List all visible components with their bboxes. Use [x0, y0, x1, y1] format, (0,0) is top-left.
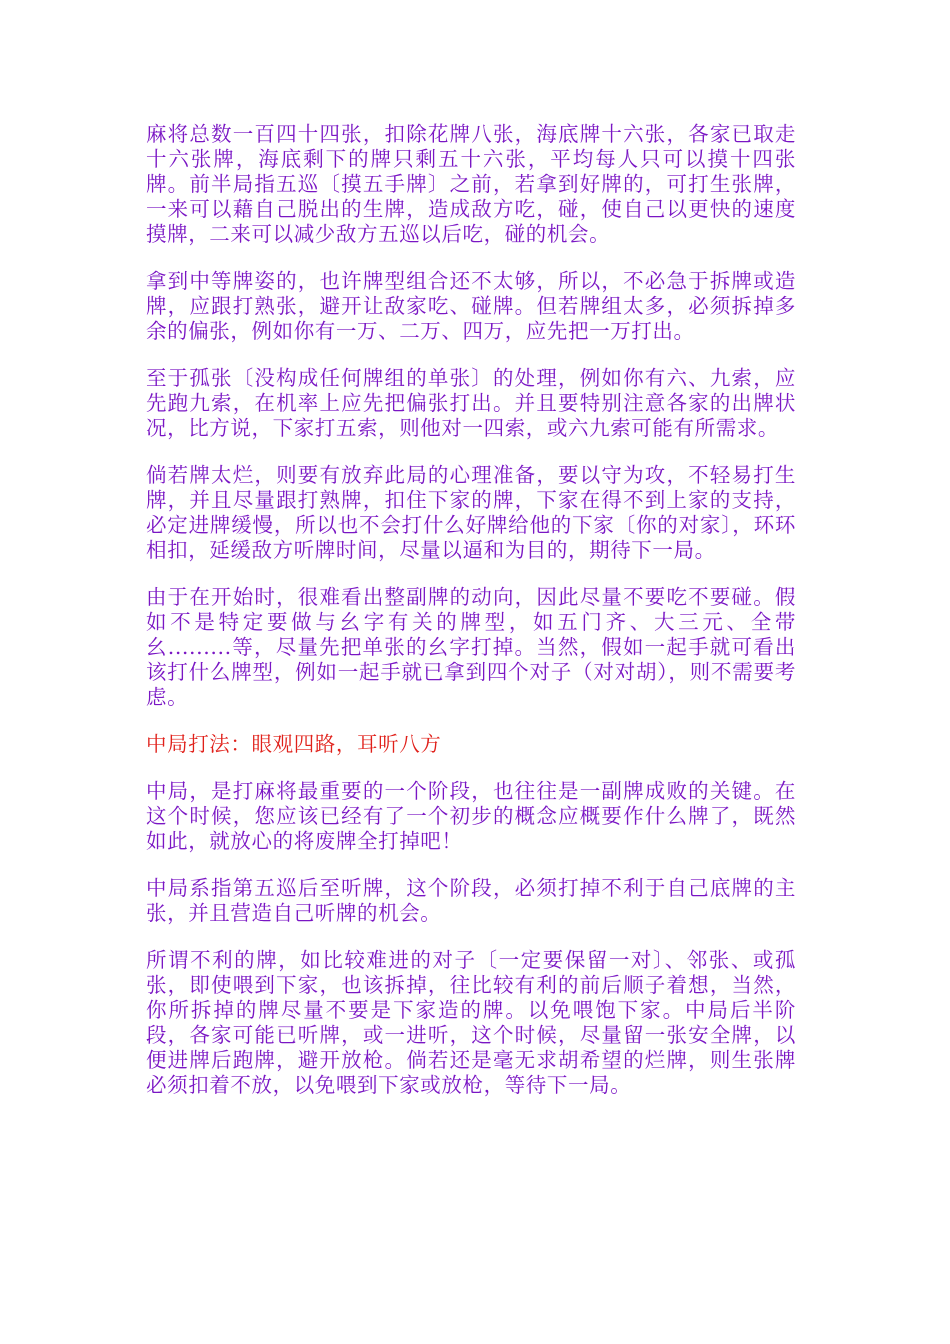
section-heading: 中局打法：眼观四路，耳听八方: [146, 732, 442, 756]
paragraph-midgame-intro: 中局，是打麻将最重要的一个阶段，也往往是一副牌成败的关键。在这个时候，您应该已经有了一个初步的概念应概要作什么牌了，既然如此，就放心的将废牌全打掉吧！: [146, 779, 796, 853]
paragraph-midgame-definition: 中局系指第五巡后至听牌，这个阶段，必须打掉不利于自己底牌的主张，并且营造自己听牌的机会。: [146, 876, 796, 925]
paragraph-unfavorable-tiles: 所谓不利的牌，如比较难进的对子〔一定要保留一对〕、邻张、或孤张，即使喂到下家，也该拆掉，往比较有利的前后顺子着想，当然，你所拆掉的牌尽量不要是下家造的牌。以免喂饱下家。中局后半阶段，各家可能已听牌，或一进听，这个时候，尽量留一张安全牌，以便进牌后跑牌，避开放枪。倘若还是毫无求胡希望的烂牌，则生张牌必须扣着不放，以免喂到下家或放枪，等待下一局。: [146, 948, 796, 1097]
paragraph-tile-count: 麻将总数一百四十四张，扣除花牌八张，海底牌十六张，各家已取走十六张牌，海底剩下的牌只剩五十六张，平均每人只可以摸十四张牌。前半局指五巡〔摸五手牌〕之前，若拿到好牌的，可打生张牌，一来可以藉自己脱出的生牌，造成敌方吃，碰，使自己以更快的速度摸牌，二来可以减少敌方五巡以后吃，碰的机会。: [146, 122, 796, 246]
paragraph-bad-hand: 倘若牌太烂，则要有放弃此局的心理准备，要以守为攻，不轻易打生牌，并且尽量跟打熟牌，扣住下家的牌，下家在得不到上家的支持，必定进牌缓慢，所以也不会打什么好牌给他的下家〔你的对家〕，环环相扣，延缓敌方听牌时间，尽量以逼和为目的，期待下一局。: [146, 463, 796, 562]
paragraph-isolated-tiles: 至于孤张〔没构成任何牌组的单张〕的处理，例如你有六、九索，应先跑九索，在机率上应先把偏张打出。并且要特别注意各家的出牌状况，比方说，下家打五索，则他对一四索，或六九索可能有所需求。: [146, 366, 796, 440]
document-body: [146, 122, 796, 1120]
paragraph-medium-hand: 拿到中等牌姿的，也许牌型组合还不太够，所以，不必急于拆牌或造牌，应跟打熟张，避开让敌家吃、碰牌。但若牌组太多，必须拆掉多余的偏张，例如你有一万、二万、四万，应先把一万打出。: [146, 269, 796, 343]
paragraph-opening-strategy: 由于在开始时，很难看出整副牌的动向，因此尽量不要吃不要碰。假如不是特定要做与幺字有关的牌型，如五门齐、大三元、全带幺.........等，尽量先把单张的幺字打掉。当然，假如一起手就可看出该打什么牌型，例如一起手就已拿到四个对子（对对胡），则不需要考虑。: [146, 585, 796, 709]
